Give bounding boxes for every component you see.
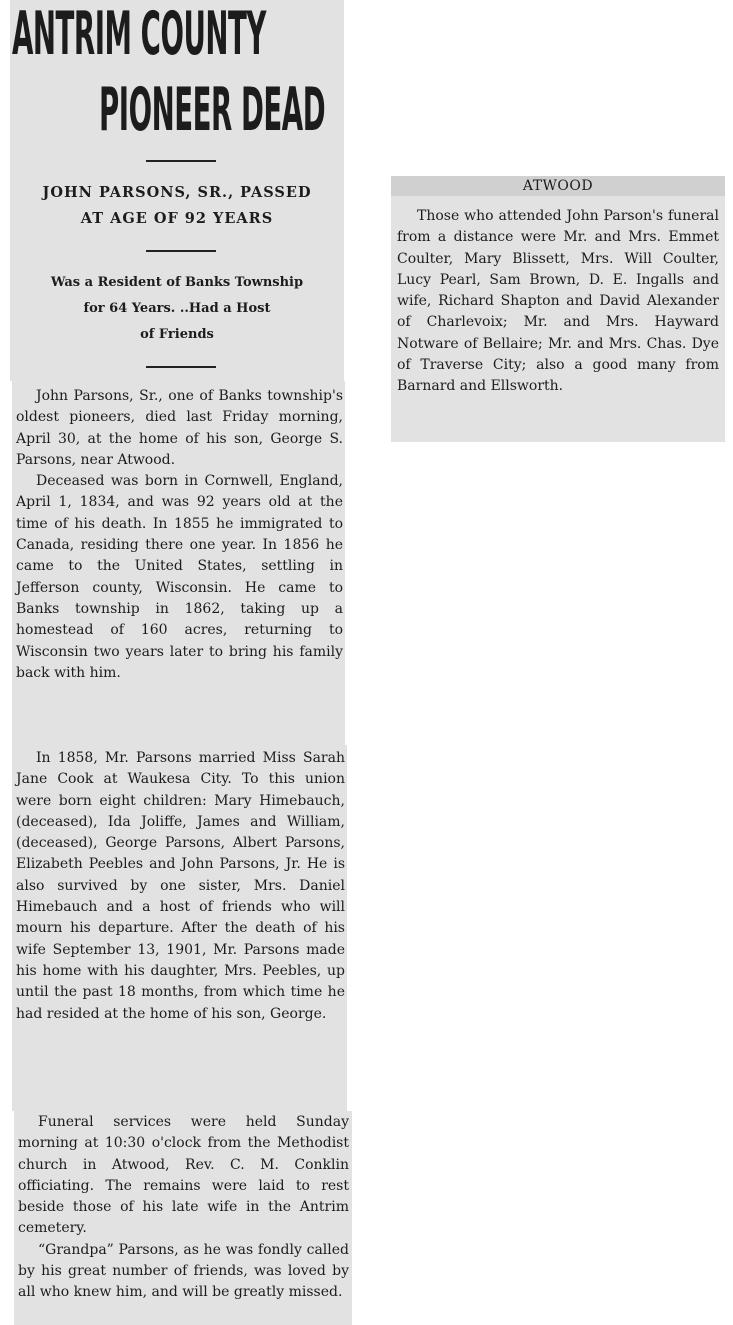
paragraph-family: In 1858, Mr. Parsons married Miss Sarah Jane Cook at Waukesa City. To this union were born eight children: Mary Himebauch, (deceased), Ida Joliffe, James and William, (deceased), George Parsons, Albert Parsons, Elizabeth Peebles and John Parsons, Jr. He is also survived by one sister, Mrs. Daniel Himebauch and a host of friends who will mourn his departure. After the death of his wife September 13, 1901, Mr. Parsons made his home with his daughter, Mrs. Peebles, up until the past 18 months, from which time he had resided at the home of his son, George. <box>16 750 345 1022</box>
subheadline <box>10 180 344 232</box>
atwood-paragraph: Those who attended John Parson's funeral from a distance were Mr. and Mrs. Emmet Coulter, Mary Blissett, Mrs. Will Coulter, Lucy Pearl, Sam Brown, D. E. Ingalls and wife, Richard Shapton and David Alexander of Charlevoix; Mr. and Mrs. Hayward Notware of Bellaire; Mr. and Mrs. Chas. Dye of Traverse City; also a good many from Barnard and Ellsworth. <box>397 208 719 395</box>
headline-line-1: ANTRIM COUNTY <box>12 0 266 69</box>
body-clipping-1 <box>12 381 345 745</box>
divider-rule <box>146 160 216 162</box>
deck-line-2: for 64 Years. ..Had a Host <box>83 301 271 316</box>
divider-rule <box>146 250 216 252</box>
divider-rule <box>146 366 216 368</box>
paragraph-grandpa: “Grandpa” Parsons, as he was fondly called by his great number of friends, was loved by all who knew him, and will be greatly missed. <box>18 1241 349 1301</box>
deck-text <box>10 270 344 348</box>
paragraph-biography: Deceased was born in Cornwell, England, April 1, 1834, and was 92 years old at the time of his death. In 1855 he immigrated to Canada, residing there one year. In 1856 he came to the United States, settling in Jefferson county, Wisconsin. He came to Banks township in 1862, taking up a homestead of 160 acres, returning to Wisconsin two years later to bring his family back with him. <box>16 473 343 681</box>
subheadline-line-2: AT AGE OF 92 YEARS <box>80 210 274 227</box>
body-clipping-3 <box>14 1111 352 1325</box>
headline-clipping <box>10 0 344 381</box>
paragraph-death-notice: John Parsons, Sr., one of Banks township's oldest pioneers, died last Friday morning, April 30, at the home of his son, George S. Parsons, near Atwood. <box>16 388 343 468</box>
atwood-text <box>397 206 719 398</box>
deck-line-3: of Friends <box>140 327 214 342</box>
subheadline-line-1: JOHN PARSONS, SR., PASSED <box>42 184 312 201</box>
body-clipping-2 <box>12 745 347 1111</box>
article-body-part-2 <box>16 748 345 1025</box>
article-body-part-1 <box>16 386 343 684</box>
deck-line-1: Was a Resident of Banks Township <box>50 275 304 290</box>
atwood-clipping <box>391 176 725 442</box>
paragraph-funeral: Funeral services were held Sunday morning at 10:30 o'clock from the Methodist church in Atwood, Rev. C. M. Conklin officiating. The remains were laid to rest beside those of his late wife in the Antrim cemetery. <box>18 1114 349 1237</box>
atwood-title: ATWOOD <box>522 178 594 194</box>
article-body-part-3 <box>18 1112 349 1304</box>
headline-line-2: PIONEER DEAD <box>99 75 326 145</box>
